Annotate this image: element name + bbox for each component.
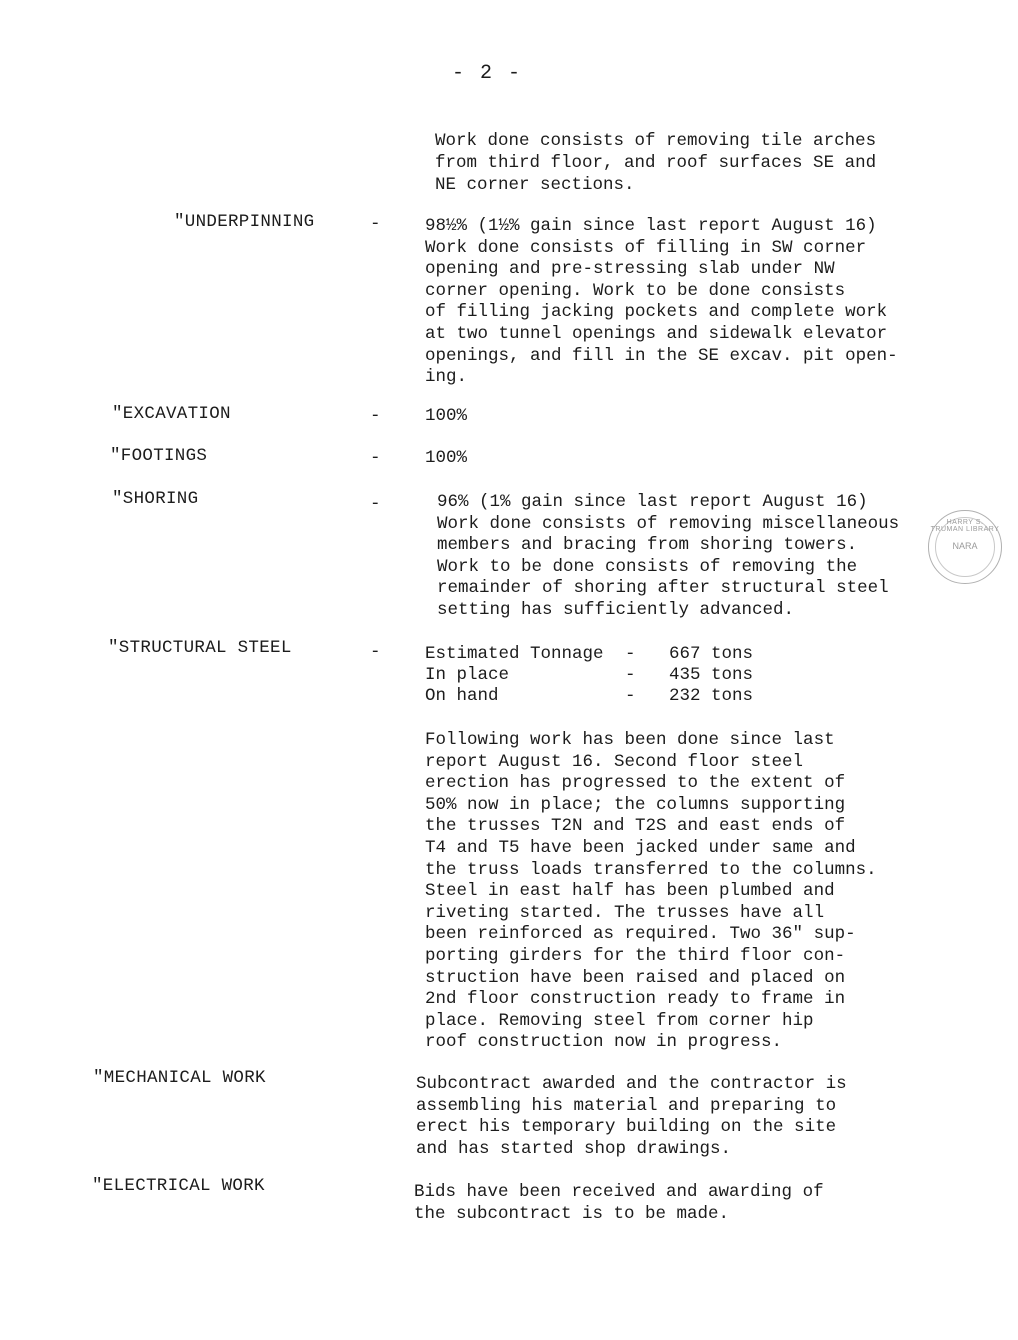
content-line: remainder of shoring after structural steel (437, 578, 889, 599)
footings-dash: - (370, 448, 381, 468)
content-line: roof construction now in progress. (425, 1032, 783, 1053)
tonnage-value: 435 tons (669, 665, 754, 685)
excavation-label: "EXCAVATION (112, 404, 231, 424)
content-line: Following work has been done since last (425, 730, 835, 750)
content-line: ing. (425, 367, 468, 388)
content-line: at two tunnel openings and sidewalk elevator (425, 323, 888, 344)
content-line: of filling jacking pockets and complete work (425, 302, 888, 323)
excavation-dash: - (370, 406, 381, 426)
tonnage-row (425, 686, 825, 707)
intro-paragraph (435, 130, 915, 196)
content-line: and has started shop drawings. (416, 1138, 732, 1159)
tonnage-dash: - (625, 665, 636, 685)
content-line: report August 16. Second floor steel (425, 751, 804, 772)
intro-line: from third floor, and roof surfaces SE and (435, 153, 877, 173)
tonnage-dash: - (625, 644, 636, 664)
tonnage-table (425, 644, 825, 707)
content-line: place. Removing steel from corner hip (425, 1010, 814, 1031)
content-line: Subcontract awarded and the contractor is (416, 1074, 847, 1094)
excavation-value: 100% (425, 406, 468, 426)
tonnage-value: 232 tons (669, 686, 754, 706)
content-line: Work to be done consists of removing the (437, 556, 858, 577)
electrical-work-content (414, 1182, 914, 1225)
content-line: opening and pre-stressing slab under NW (425, 259, 835, 280)
content-line: Bids have been received and awarding of (414, 1182, 824, 1202)
tonnage-name: In place (425, 665, 510, 685)
shoring-content (437, 492, 937, 622)
shoring-label: "SHORING (112, 489, 199, 509)
content-line: corner opening. Work to be done consists (425, 280, 846, 301)
content-line: porting girders for the third floor con- (425, 945, 846, 966)
underpinning-content (425, 216, 925, 389)
content-line: openings, and fill in the SE excav. pit open- (425, 345, 898, 366)
content-line: struction have been raised and placed on (425, 967, 846, 988)
structural-steel-label: "STRUCTURAL STEEL (108, 638, 292, 658)
content-line: assembling his material and preparing to (416, 1095, 837, 1116)
mechanical-work-content (416, 1074, 916, 1160)
electrical-work-label: "ELECTRICAL WORK (92, 1176, 265, 1196)
content-line: erection has progressed to the extent of (425, 773, 846, 794)
content-line: 96% (1% gain since last report August 16) (437, 492, 868, 512)
content-line: Work done consists of filling in SW corner (425, 237, 867, 258)
content-line: Steel in east half has been plumbed and (425, 881, 835, 902)
underpinning-dash: - (370, 214, 381, 234)
page-number: - 2 - (452, 62, 523, 85)
content-line: 50% now in place; the columns supporting (425, 794, 846, 815)
content-line: members and bracing from shoring towers. (437, 535, 858, 556)
content-line: T4 and T5 have been jacked under same and (425, 837, 856, 858)
tonnage-name: Estimated Tonnage (425, 644, 604, 664)
content-line: setting has sufficiently advanced. (437, 599, 795, 620)
content-line: been reinforced as required. Two 36" sup- (425, 924, 856, 945)
content-line: the trusses T2N and T2S and east ends of (425, 816, 846, 837)
content-line: the subcontract is to be made. (414, 1203, 730, 1224)
content-line: riveting started. The trusses have all (425, 902, 825, 923)
tonnage-row (425, 644, 825, 665)
tonnage-dash: - (625, 686, 636, 706)
shoring-dash: - (370, 494, 381, 514)
footings-value: 100% (425, 448, 468, 468)
content-line: 98½% (1½% gain since last report August 16) (425, 216, 877, 236)
intro-line: NE corner sections. (435, 175, 635, 195)
underpinning-label: "UNDERPINNING (174, 212, 315, 232)
content-line: Work done consists of removing miscellaneous (437, 513, 900, 534)
tonnage-row (425, 665, 825, 686)
tonnage-value: 667 tons (669, 644, 754, 664)
footings-label: "FOOTINGS (110, 446, 208, 466)
mechanical-work-label: "MECHANICAL WORK (93, 1068, 266, 1088)
content-line: erect his temporary building on the site (416, 1117, 837, 1138)
content-line: the truss loads transferred to the columns. (425, 859, 877, 880)
content-line: 2nd floor construction ready to frame in (425, 989, 846, 1010)
structural-steel-content (425, 730, 925, 1054)
stamp-top-text: HARRY S. TRUMAN LIBRARY (930, 519, 1000, 533)
intro-line: Work done consists of removing tile arches (435, 131, 877, 151)
stamp-middle-text: NARA (952, 541, 978, 551)
tonnage-name: On hand (425, 686, 499, 706)
archive-stamp (928, 510, 1002, 584)
structural-steel-dash: - (370, 642, 381, 662)
